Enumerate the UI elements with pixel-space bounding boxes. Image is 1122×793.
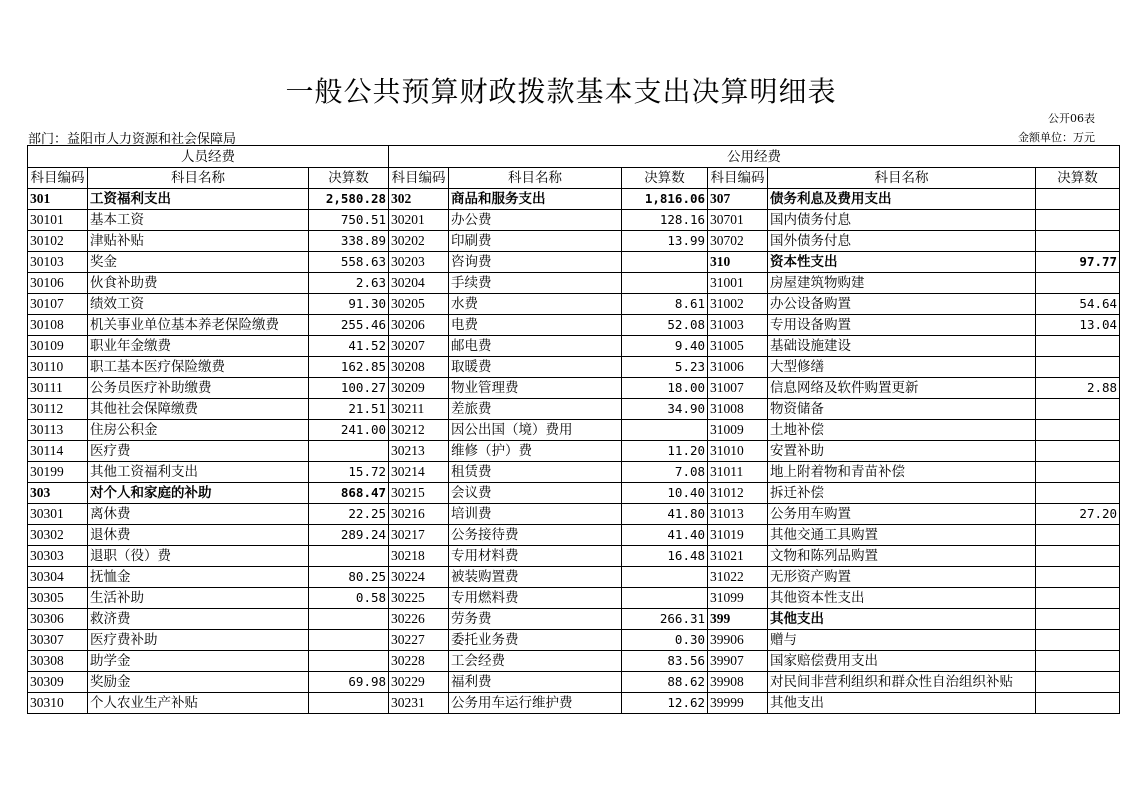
subject-code-cell: 30207 [389, 336, 449, 357]
amount-cell [309, 546, 389, 567]
subject-name-cell: 基础设施建设 [768, 336, 1036, 357]
subject-name-cell: 取暖费 [449, 357, 622, 378]
col-header-name: 科目名称 [449, 168, 622, 189]
col-header-code: 科目编码 [28, 168, 88, 189]
table-row [28, 651, 1120, 672]
subject-code-cell: 30208 [389, 357, 449, 378]
subject-name-cell: 咨询费 [449, 252, 622, 273]
subject-name-cell: 文物和陈列品购置 [768, 546, 1036, 567]
amount-cell [1036, 525, 1120, 546]
subject-name-cell: 公务员医疗补助缴费 [88, 378, 309, 399]
subject-name-cell: 电费 [449, 315, 622, 336]
amount-cell: 12.62 [622, 693, 708, 714]
subject-code-cell: 30306 [28, 609, 88, 630]
subject-name-cell: 工资福利支出 [88, 189, 309, 210]
subject-code-cell: 31009 [708, 420, 768, 441]
amount-cell [622, 567, 708, 588]
subject-name-cell: 土地补偿 [768, 420, 1036, 441]
amount-cell [1036, 672, 1120, 693]
subject-code-cell: 30206 [389, 315, 449, 336]
subject-name-cell: 维修（护）费 [449, 441, 622, 462]
subject-name-cell: 国外债务付息 [768, 231, 1036, 252]
amount-cell: 22.25 [309, 504, 389, 525]
subject-code-cell: 39906 [708, 630, 768, 651]
table-row [28, 483, 1120, 504]
subject-name-cell: 专用设备购置 [768, 315, 1036, 336]
amount-cell: 41.52 [309, 336, 389, 357]
amount-cell: 8.61 [622, 294, 708, 315]
subject-name-cell: 退休费 [88, 525, 309, 546]
table-row [28, 441, 1120, 462]
subject-code-cell: 301 [28, 189, 88, 210]
amount-cell: 10.40 [622, 483, 708, 504]
subject-code-cell: 31008 [708, 399, 768, 420]
subject-name-cell: 房屋建筑物购建 [768, 273, 1036, 294]
table-row [28, 420, 1120, 441]
subject-code-cell: 302 [389, 189, 449, 210]
subject-name-cell: 伙食补助费 [88, 273, 309, 294]
subject-name-cell: 邮电费 [449, 336, 622, 357]
subject-name-cell: 绩效工资 [88, 294, 309, 315]
amount-cell [1036, 273, 1120, 294]
col-header-code: 科目编码 [389, 168, 449, 189]
subject-name-cell: 福利费 [449, 672, 622, 693]
table-row [28, 525, 1120, 546]
subject-code-cell: 30702 [708, 231, 768, 252]
subject-name-cell: 对民间非营利组织和群众性自治组织补贴 [768, 672, 1036, 693]
table-row [28, 294, 1120, 315]
subject-code-cell: 30110 [28, 357, 88, 378]
expenditure-table [27, 145, 1120, 714]
amount-cell: 69.98 [309, 672, 389, 693]
amount-cell: 5.23 [622, 357, 708, 378]
amount-cell [1036, 462, 1120, 483]
table-row [28, 273, 1120, 294]
amount-cell: 83.56 [622, 651, 708, 672]
subject-name-cell: 对个人和家庭的补助 [88, 483, 309, 504]
subject-name-cell: 印刷费 [449, 231, 622, 252]
table-row [28, 609, 1120, 630]
amount-cell [1036, 357, 1120, 378]
subject-code-cell: 30199 [28, 462, 88, 483]
table-row [28, 462, 1120, 483]
subject-name-cell: 其他支出 [768, 609, 1036, 630]
subject-name-cell: 住房公积金 [88, 420, 309, 441]
subject-name-cell: 物业管理费 [449, 378, 622, 399]
table-row [28, 252, 1120, 273]
subject-code-cell: 30227 [389, 630, 449, 651]
subject-code-cell: 307 [708, 189, 768, 210]
amount-cell [1036, 588, 1120, 609]
subject-code-cell: 31005 [708, 336, 768, 357]
amount-cell [1036, 609, 1120, 630]
amount-cell: 97.77 [1036, 252, 1120, 273]
subject-code-cell: 30305 [28, 588, 88, 609]
subject-name-cell: 手续费 [449, 273, 622, 294]
subject-code-cell: 30209 [389, 378, 449, 399]
subject-code-cell: 39999 [708, 693, 768, 714]
amount-unit-label: 金额单位：万元 [1018, 131, 1095, 144]
amount-cell: 558.63 [309, 252, 389, 273]
amount-cell: 338.89 [309, 231, 389, 252]
table-row [28, 189, 1120, 210]
subject-name-cell: 助学金 [88, 651, 309, 672]
subject-code-cell: 39907 [708, 651, 768, 672]
subject-code-cell: 30107 [28, 294, 88, 315]
amount-cell [309, 651, 389, 672]
subject-code-cell: 30310 [28, 693, 88, 714]
subject-name-cell: 信息网络及软件购置更新 [768, 378, 1036, 399]
amount-cell: 750.51 [309, 210, 389, 231]
subject-code-cell: 31099 [708, 588, 768, 609]
subject-code-cell: 303 [28, 483, 88, 504]
amount-cell [1036, 210, 1120, 231]
amount-cell: 9.40 [622, 336, 708, 357]
subject-name-cell: 公务接待费 [449, 525, 622, 546]
subject-code-cell: 31011 [708, 462, 768, 483]
amount-cell: 289.24 [309, 525, 389, 546]
col-header-code: 科目编码 [708, 168, 768, 189]
table-row [28, 504, 1120, 525]
subject-name-cell: 其他支出 [768, 693, 1036, 714]
amount-cell [1036, 693, 1120, 714]
subject-code-cell: 30701 [708, 210, 768, 231]
subject-name-cell: 生活补助 [88, 588, 309, 609]
subject-name-cell: 债务利息及费用支出 [768, 189, 1036, 210]
col-header-name: 科目名称 [88, 168, 309, 189]
subject-code-cell: 30109 [28, 336, 88, 357]
group-header-row [28, 146, 1120, 168]
amount-cell: 868.47 [309, 483, 389, 504]
table-row [28, 588, 1120, 609]
subject-code-cell: 30213 [389, 441, 449, 462]
subject-name-cell: 劳务费 [449, 609, 622, 630]
subject-name-cell: 退职（役）费 [88, 546, 309, 567]
subject-code-cell: 30112 [28, 399, 88, 420]
amount-cell [1036, 441, 1120, 462]
col-header-amount: 决算数 [309, 168, 389, 189]
subject-name-cell: 租赁费 [449, 462, 622, 483]
subject-name-cell: 物资储备 [768, 399, 1036, 420]
subject-code-cell: 31001 [708, 273, 768, 294]
subject-code-cell: 30307 [28, 630, 88, 651]
subject-code-cell: 30205 [389, 294, 449, 315]
subject-code-cell: 30203 [389, 252, 449, 273]
amount-cell: 88.62 [622, 672, 708, 693]
table-row [28, 210, 1120, 231]
amount-cell: 0.30 [622, 630, 708, 651]
subject-code-cell: 30231 [389, 693, 449, 714]
amount-cell: 255.46 [309, 315, 389, 336]
amount-cell: 21.51 [309, 399, 389, 420]
amount-cell [1036, 483, 1120, 504]
public-group-header: 公用经费 [389, 146, 1120, 168]
table-row [28, 357, 1120, 378]
column-header-row [28, 168, 1120, 189]
subject-name-cell: 无形资产购置 [768, 567, 1036, 588]
subject-name-cell: 机关事业单位基本养老保险缴费 [88, 315, 309, 336]
amount-cell: 16.48 [622, 546, 708, 567]
subject-code-cell: 310 [708, 252, 768, 273]
subject-name-cell: 津贴补贴 [88, 231, 309, 252]
subject-name-cell: 地上附着物和青苗补偿 [768, 462, 1036, 483]
subject-code-cell: 30303 [28, 546, 88, 567]
subject-code-cell: 30204 [389, 273, 449, 294]
table-row [28, 567, 1120, 588]
subject-name-cell: 会议费 [449, 483, 622, 504]
subject-code-cell: 30301 [28, 504, 88, 525]
amount-cell: 162.85 [309, 357, 389, 378]
amount-cell: 2.63 [309, 273, 389, 294]
subject-code-cell: 31007 [708, 378, 768, 399]
subject-name-cell: 办公费 [449, 210, 622, 231]
amount-cell: 128.16 [622, 210, 708, 231]
amount-cell [1036, 567, 1120, 588]
subject-code-cell: 399 [708, 609, 768, 630]
table-row [28, 693, 1120, 714]
subject-name-cell: 商品和服务支出 [449, 189, 622, 210]
subject-code-cell: 30304 [28, 567, 88, 588]
amount-cell [1036, 630, 1120, 651]
table-row [28, 378, 1120, 399]
amount-cell: 41.80 [622, 504, 708, 525]
subject-name-cell: 工会经费 [449, 651, 622, 672]
subject-name-cell: 抚恤金 [88, 567, 309, 588]
amount-cell: 91.30 [309, 294, 389, 315]
amount-cell: 34.90 [622, 399, 708, 420]
table-row [28, 546, 1120, 567]
subject-name-cell: 因公出国（境）费用 [449, 420, 622, 441]
table-row [28, 231, 1120, 252]
amount-cell: 52.08 [622, 315, 708, 336]
amount-cell [1036, 399, 1120, 420]
amount-cell: 266.31 [622, 609, 708, 630]
subject-code-cell: 31012 [708, 483, 768, 504]
amount-cell [1036, 420, 1120, 441]
amount-cell [1036, 231, 1120, 252]
form-number: 公开06表 [1048, 112, 1095, 125]
subject-code-cell: 30309 [28, 672, 88, 693]
amount-cell: 7.08 [622, 462, 708, 483]
subject-name-cell: 其他社会保障缴费 [88, 399, 309, 420]
amount-cell: 2.88 [1036, 378, 1120, 399]
subject-name-cell: 奖金 [88, 252, 309, 273]
table-row [28, 630, 1120, 651]
page-title: 一般公共预算财政拨款基本支出决算明细表 [285, 75, 837, 108]
subject-code-cell: 31010 [708, 441, 768, 462]
table-row [28, 399, 1120, 420]
subject-code-cell: 30212 [389, 420, 449, 441]
subject-name-cell: 安置补助 [768, 441, 1036, 462]
subject-code-cell: 31019 [708, 525, 768, 546]
amount-cell: 2,580.28 [309, 189, 389, 210]
subject-code-cell: 30101 [28, 210, 88, 231]
subject-code-cell: 30201 [389, 210, 449, 231]
subject-name-cell: 其他资本性支出 [768, 588, 1036, 609]
subject-name-cell: 离休费 [88, 504, 309, 525]
subject-code-cell: 30228 [389, 651, 449, 672]
subject-name-cell: 医疗费 [88, 441, 309, 462]
subject-name-cell: 拆迁补偿 [768, 483, 1036, 504]
amount-cell: 27.20 [1036, 504, 1120, 525]
subject-code-cell: 31003 [708, 315, 768, 336]
subject-code-cell: 39908 [708, 672, 768, 693]
amount-cell: 54.64 [1036, 294, 1120, 315]
subject-name-cell: 被装购置费 [449, 567, 622, 588]
subject-code-cell: 31013 [708, 504, 768, 525]
amount-cell [309, 630, 389, 651]
amount-cell [309, 609, 389, 630]
amount-cell: 13.99 [622, 231, 708, 252]
subject-code-cell: 30229 [389, 672, 449, 693]
subject-code-cell: 31021 [708, 546, 768, 567]
subject-name-cell: 公务用车购置 [768, 504, 1036, 525]
subject-code-cell: 30215 [389, 483, 449, 504]
amount-cell [1036, 651, 1120, 672]
subject-name-cell: 基本工资 [88, 210, 309, 231]
subject-code-cell: 30214 [389, 462, 449, 483]
subject-code-cell: 30106 [28, 273, 88, 294]
subject-name-cell: 救济费 [88, 609, 309, 630]
subject-code-cell: 30308 [28, 651, 88, 672]
subject-name-cell: 其他工资福利支出 [88, 462, 309, 483]
subject-name-cell: 大型修缮 [768, 357, 1036, 378]
subject-code-cell: 30113 [28, 420, 88, 441]
subject-code-cell: 30103 [28, 252, 88, 273]
table-row [28, 336, 1120, 357]
subject-name-cell: 奖励金 [88, 672, 309, 693]
department-label: 部门：益阳市人力资源和社会保障局 [28, 132, 237, 147]
col-header-name: 科目名称 [768, 168, 1036, 189]
amount-cell [309, 693, 389, 714]
amount-cell: 18.00 [622, 378, 708, 399]
subject-name-cell: 医疗费补助 [88, 630, 309, 651]
subject-name-cell: 国家赔偿费用支出 [768, 651, 1036, 672]
subject-name-cell: 公务用车运行维护费 [449, 693, 622, 714]
subject-code-cell: 30218 [389, 546, 449, 567]
col-header-amount: 决算数 [622, 168, 708, 189]
subject-code-cell: 30114 [28, 441, 88, 462]
table-row [28, 315, 1120, 336]
amount-cell: 1,816.06 [622, 189, 708, 210]
subject-name-cell: 办公设备购置 [768, 294, 1036, 315]
amount-cell [1036, 336, 1120, 357]
subject-code-cell: 30211 [389, 399, 449, 420]
amount-cell: 80.25 [309, 567, 389, 588]
col-header-amount: 决算数 [1036, 168, 1120, 189]
subject-code-cell: 30226 [389, 609, 449, 630]
subject-name-cell: 职业年金缴费 [88, 336, 309, 357]
subject-name-cell: 水费 [449, 294, 622, 315]
subject-name-cell: 个人农业生产补贴 [88, 693, 309, 714]
amount-cell: 100.27 [309, 378, 389, 399]
subject-code-cell: 30108 [28, 315, 88, 336]
amount-cell: 41.40 [622, 525, 708, 546]
amount-cell [622, 273, 708, 294]
subject-code-cell: 30216 [389, 504, 449, 525]
amount-cell: 11.20 [622, 441, 708, 462]
subject-code-cell: 30302 [28, 525, 88, 546]
subject-name-cell: 委托业务费 [449, 630, 622, 651]
amount-cell [1036, 546, 1120, 567]
subject-code-cell: 30202 [389, 231, 449, 252]
subject-name-cell: 专用燃料费 [449, 588, 622, 609]
amount-cell [309, 441, 389, 462]
subject-name-cell: 培训费 [449, 504, 622, 525]
subject-code-cell: 31022 [708, 567, 768, 588]
amount-cell: 15.72 [309, 462, 389, 483]
amount-cell: 13.04 [1036, 315, 1120, 336]
subject-name-cell: 资本性支出 [768, 252, 1036, 273]
subject-name-cell: 差旅费 [449, 399, 622, 420]
subject-name-cell: 职工基本医疗保险缴费 [88, 357, 309, 378]
subject-code-cell: 30102 [28, 231, 88, 252]
subject-code-cell: 30111 [28, 378, 88, 399]
subject-code-cell: 30224 [389, 567, 449, 588]
subject-code-cell: 31002 [708, 294, 768, 315]
amount-cell [622, 420, 708, 441]
subject-name-cell: 国内债务付息 [768, 210, 1036, 231]
amount-cell [622, 252, 708, 273]
subject-code-cell: 31006 [708, 357, 768, 378]
subject-code-cell: 30225 [389, 588, 449, 609]
personnel-group-header: 人员经费 [28, 146, 389, 168]
table-row [28, 672, 1120, 693]
subject-name-cell: 其他交通工具购置 [768, 525, 1036, 546]
amount-cell: 0.58 [309, 588, 389, 609]
subject-name-cell: 专用材料费 [449, 546, 622, 567]
subject-code-cell: 30217 [389, 525, 449, 546]
amount-cell [622, 588, 708, 609]
amount-cell [1036, 189, 1120, 210]
amount-cell: 241.00 [309, 420, 389, 441]
subject-name-cell: 赠与 [768, 630, 1036, 651]
